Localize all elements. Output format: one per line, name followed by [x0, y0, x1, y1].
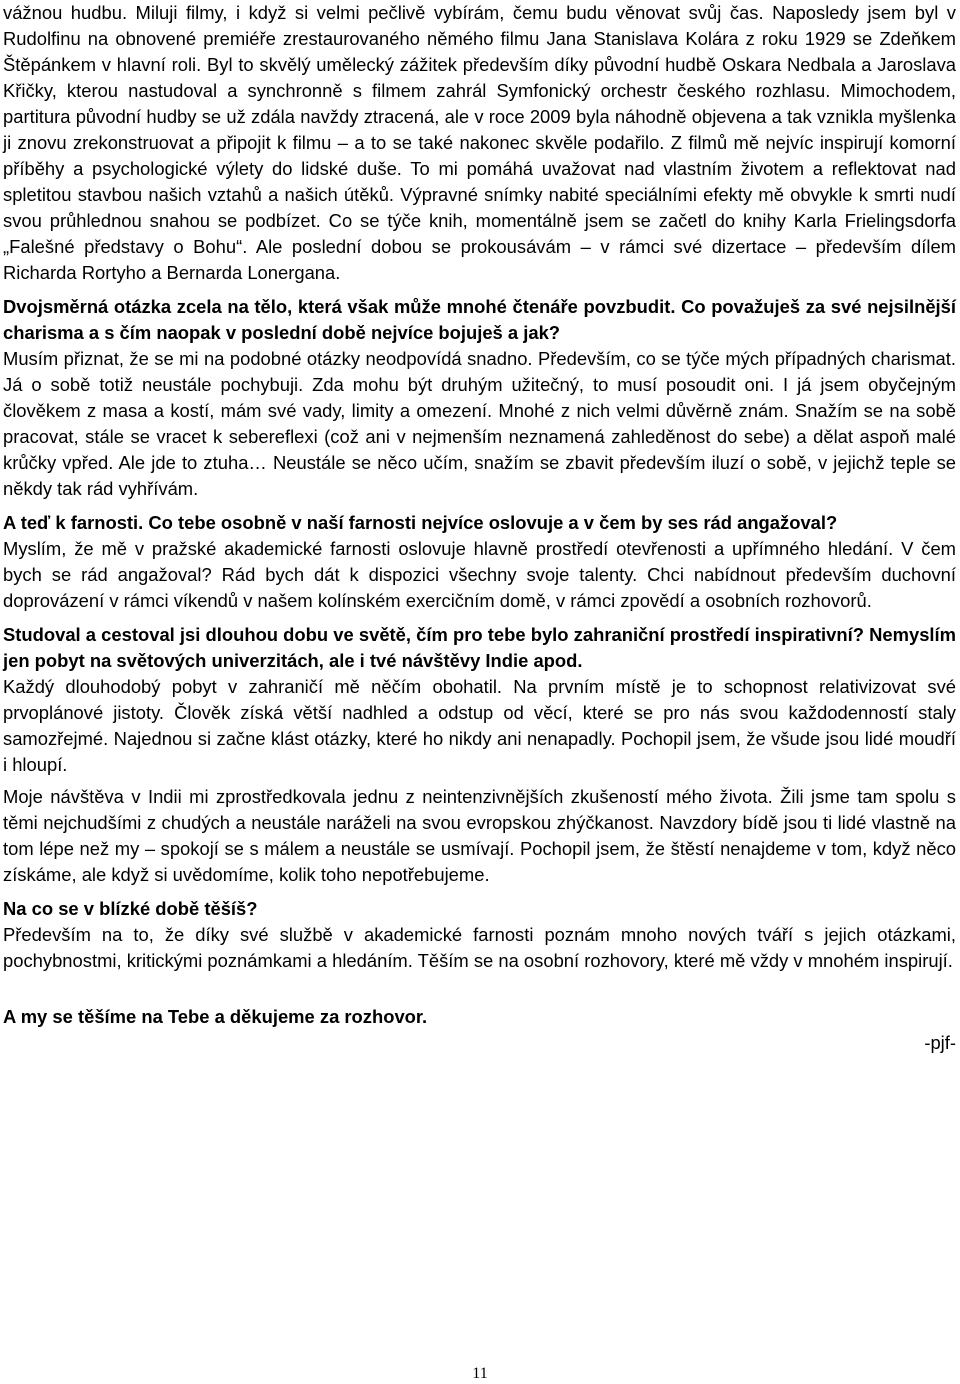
answer-future: Především na to, že díky své službě v akademické farnosti poznám mnoho nových tváří s jejich otázkami, pochybnostmi, kritickými poznámkami a hledáním. Těším se na osobní rozhovory, které mě vždy v mnohém inspirují. [3, 924, 956, 971]
question-abroad: Studoval a cestoval jsi dlouhou dobu ve světě, čím pro tebe bylo zahraniční prostředí inspirativní? Nemyslím jen pobyt na světových univerzitách, ale i tvé návštěvy Indie apod. [3, 624, 956, 671]
answer-india: Moje návštěva v Indii mi zprostředkovala jednu z neintenzivnějších zkušeností mého života. Žili jsme tam spolu s těmi nejchudšími z chudých a neustále naráželi na svou evropskou zhýčkanost. Navzdory bídě jsou ti lidé vlastně na tom lépe než my – spokojí se s málem a neustále se usmívají. Pochopil jsem, že štěstí nenajdeme v tom, když něco získáme, ale když si uvědomíme, kolik toho nepotřebujeme. [3, 786, 956, 885]
question-parish: A teď k farnosti. Co tebe osobně v naší farnosti nejvíce oslovuje a v čem by ses rád angažoval? [3, 512, 838, 533]
answer-charisma: Musím přiznat, že se mi na podobné otázky neodpovídá snadno. Především, co se týče mých případných charismat. Já o sobě totiž neustále pochybuji. Zda mohu být druhým užitečný, to musí posoudit oni. I já jsem obyčejným člověkem z masa a kostí, mám své vady, limity a omezení. Mnohé z nich velmi důvěrně znám. Snažím se na sobě pracovat, stále se vracet k sebereflexi (což ani v nejmenším neznamená zahleděnost do sebe) a dělat aspoň malé krůčky vpřed. Ale jde to ztuha… Neustále se něco učím, snažím se zbavit především iluzí o sobě, v jejichž teple se někdy tak rád vyhřívám. [3, 348, 956, 499]
answer-paragraph-films: vážnou hudbu. Miluji filmy, i když si velmi pečlivě vybírám, čemu budu věnovat svůj čas. Naposledy jsem byl v Rudolfinu na obnovené premiéře zrestaurovaného němého filmu Jana Stanislava Kolára z roku 1929 se Zdeňkem Štěpánkem v hlavní roli. Byl to skvělý umělecký zážitek především díky původní hudbě Oskara Nedbala a Jaroslava Křičky, kterou nastudoval a synchronně s filmem zahrál Symfonický orchestr českého rozhlasu. Mimochodem, partitura původní hudby se už zdála navždy ztracená, ale v roce 2009 byla náhodně objevena a tak vznikla myšlenka ji znovu zrekonstruovat a připojit k filmu – a to se také nakonec skvěle podařilo. Z filmů mě nejvíc inspirují komorní příběhy a psychologické výlety do lidské duše. To mi pomáhá uvažovat nad vlastním životem a reflektovat nad spletitou stavbou našich vztahů a našich útěků. Výpravné snímky nabité speciálními efekty mě obvykle k smrti nudí svou průhlednou snahou se podbízet. Co se týče knih, momentálně jsem se začetl do knihy Karla Frielingsdorfa „Falešné představy o Bohu“. Ale poslední dobou se prokousávám – v rámci své dizertace – především dílem Richarda Rortyho a Bernarda Lonergana. [3, 2, 956, 283]
question-future: Na co se v blízké době těšíš? [3, 898, 258, 919]
answer-abroad: Každý dlouhodobý pobyt v zahraničí mě něčím obohatil. Na prvním místě je to schopnost relativizovat své prvoplánové jistoty. Člověk získá větší nadhled a odstup od věcí, které se pro nás svou každodenností staly samozřejmé. Najednou si začne klást otázky, které ho nikdy ani nenapadly. Pochopil jsem, že všude jsou lidé moudří i hloupí. [3, 676, 956, 775]
question-charisma: Dvojsměrná otázka zcela na tělo, která však může mnohé čtenáře povzbudit. Co považuješ za své nejsilnější charisma a s čím naopak v poslední době nejvíce bojuješ a jak? [3, 296, 956, 343]
author-signature: -pjf- [924, 1032, 956, 1053]
closing-line: A my se těšíme na Tebe a děkujeme za rozhovor. [3, 1006, 428, 1027]
page-number: 11 [472, 1365, 488, 1382]
answer-parish: Myslím, že mě v pražské akademické farnosti oslovuje hlavně prostředí otevřenosti a upřímného hledání. V čem bych se rád angažoval? Rád bych dát k dispozici všechny svoje talenty. Chci nabídnout především duchovní doprovázení v rámci víkendů v našem kolínském exercičním domě, v rámci zpovědí a osobních rozhovorů. [3, 538, 956, 611]
article-body [3, 0, 956, 1056]
